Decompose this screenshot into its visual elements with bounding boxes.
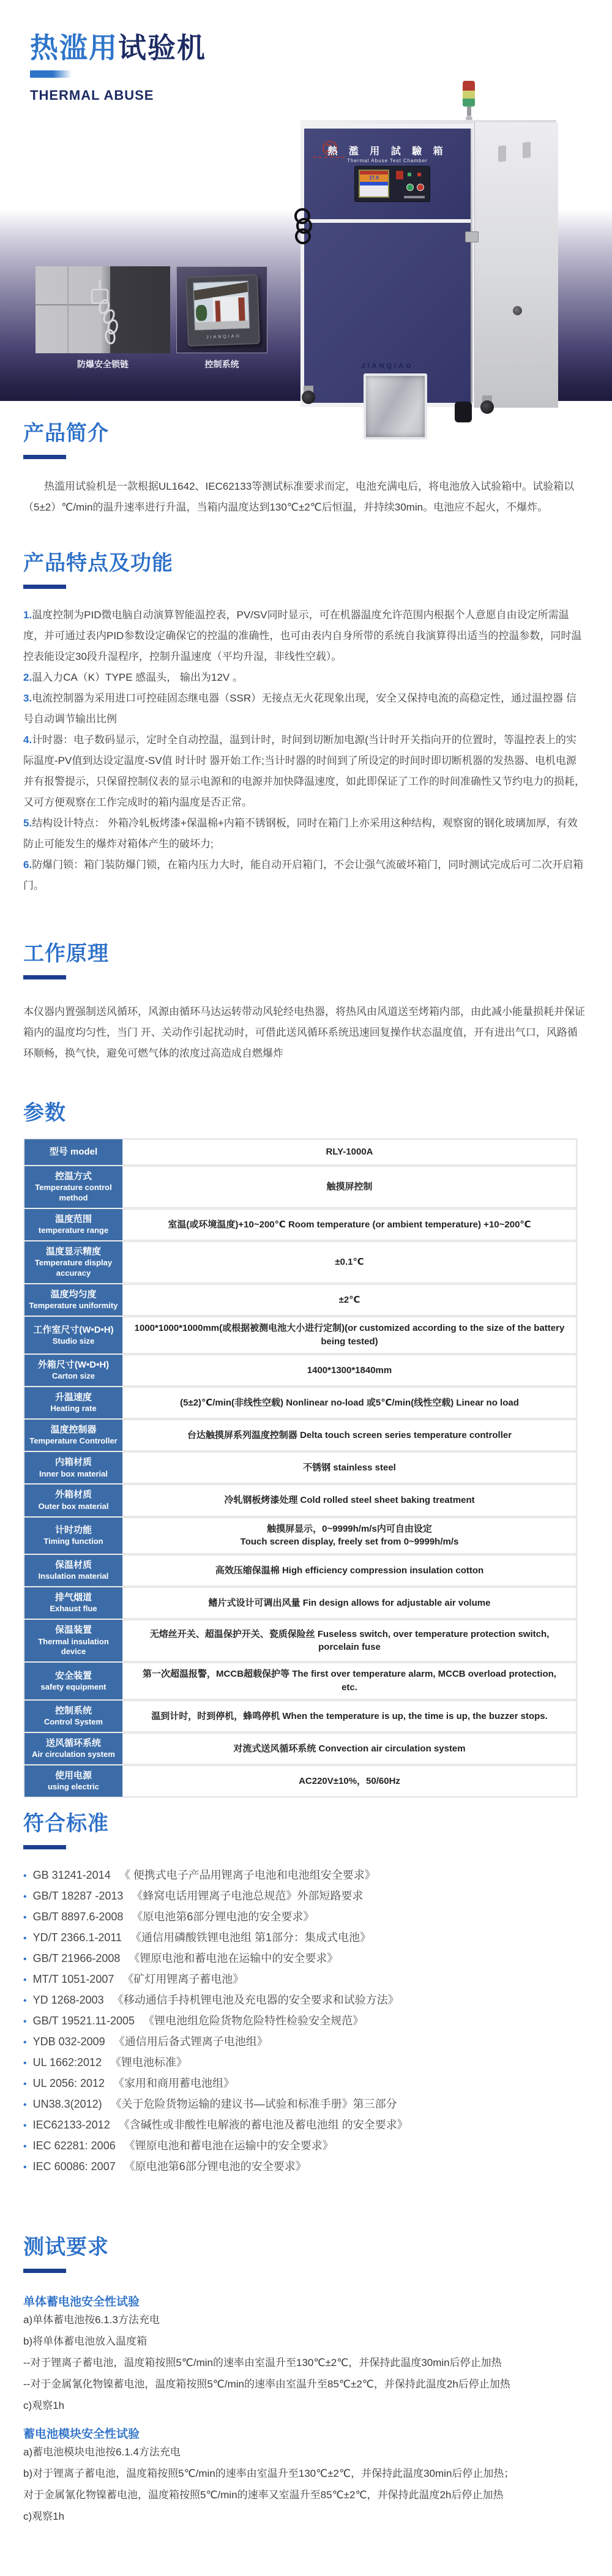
row-header-en: Timing function [43, 1536, 103, 1546]
bullet-icon: • [23, 2016, 27, 2027]
bullet-icon: • [23, 1912, 27, 1923]
standards-list [23, 1865, 586, 2177]
section-standards-title: 符合标准 [23, 1812, 109, 1836]
machine-side-panel [474, 122, 558, 408]
row-value: 高效压缩保温棉 High efficiency compression insulation cotton [215, 1565, 484, 1576]
row-header-zh: 温度控制器 [50, 1425, 97, 1436]
section-title-underline [23, 975, 66, 979]
tower-amber-light [463, 91, 475, 99]
row-header-zh: 升温速度 [54, 1391, 92, 1402]
row-value: ±0.1℃ [335, 1257, 364, 1268]
standard-title: 《家用和商用蓄电池组》 [113, 2077, 235, 2090]
standard-item [23, 1969, 586, 1990]
table-row-value [122, 1355, 577, 1386]
row-header-zh: 排气烟道 [54, 1592, 92, 1603]
table-row-header [24, 1765, 122, 1797]
machine-upper-door [304, 129, 471, 219]
table-row [24, 1587, 577, 1619]
bullet-icon: • [23, 2141, 27, 2152]
feature-number: 3. [23, 692, 32, 704]
table-row-value [122, 1241, 577, 1283]
row-header-en: Outer box material [38, 1501, 109, 1511]
standard-code: UN38.3(2012) [32, 2098, 102, 2111]
machine-label-en: Thermal Abuse Test Chamber [347, 158, 428, 163]
table-row-header [24, 1355, 122, 1386]
standard-item [23, 2136, 586, 2157]
hero-section [0, 0, 612, 404]
panel-nameplate [404, 196, 425, 198]
test-group2-heading: 蓄电池模块安全性试验 [23, 2428, 140, 2441]
section-title-underline [23, 455, 66, 459]
row-header-zh: 使用电源 [54, 1770, 92, 1781]
table-row-header [24, 1166, 122, 1208]
principle-paragraph: 本仪器内置强制送风循环，风源由循环马达运转带动风轮经电热器，将热风由风道送至烤箱内部，由此减小能量损耗并保证箱内的温度均匀性，当门 开、关动作引起扰动时，可借此送风循环系统迅速回复操作状态温度值，开有进出气口，风路循环顺畅，换气快，避免可燃气体的浓度过高造成自燃爆炸 [23, 1006, 585, 1059]
feature-item [23, 605, 586, 667]
standard-title: 《原电池第6部分锂电池的安全要求》 [124, 2160, 307, 2173]
bullet-icon: • [23, 2121, 27, 2132]
control-panel [354, 166, 430, 202]
bullet-icon: • [23, 2079, 27, 2090]
standard-item [23, 2011, 586, 2032]
table-row [24, 1317, 577, 1354]
standard-title: 《含碱性或非酸性电解液的蓄电池及蓄电池组 的安全要求》 [118, 2119, 408, 2132]
table-row-value [122, 1620, 577, 1661]
cable-coil [294, 208, 310, 242]
feature-list [23, 605, 586, 896]
test-line: --对于金属氰化物镍蓄电池，温度箱按照5℃/min的速率由室温升至85℃±2℃，并保持此温度2h后停止加热 [23, 2378, 510, 2391]
stop-button [417, 184, 424, 191]
machine-lower-door [304, 223, 471, 403]
row-value: 温到计时，时到停机，蜂鸣停机 When the temperature is up, the time is up, the buzzer stops. [151, 1710, 548, 1721]
row-value: 1000*1000*1000mm(或根据被测电池大小进行定制)(or customized according to the size of the battery being tested) [134, 1323, 565, 1347]
bullet-icon: • [23, 1892, 27, 1903]
title-accent-bar [30, 70, 72, 78]
table-row-value [122, 1209, 577, 1240]
observation-window [364, 373, 427, 440]
standard-item [23, 1928, 586, 1949]
feature-number: 1. [23, 609, 32, 621]
row-header-zh: 送风循环系统 [45, 1738, 101, 1748]
table-row-header [24, 1733, 122, 1764]
standard-item [23, 2053, 586, 2073]
machine-front-panel [300, 124, 474, 407]
door-handle [455, 402, 472, 422]
standard-code: IEC 60086: 2007 [32, 2160, 116, 2173]
test-line: --对于锂离子蓄电池，温度箱按照5℃/min的速率由室温升至130℃±2℃，并保持此温度30min后停止加热 [23, 2357, 502, 2369]
row-value: 鳍片式设计可调出风量 Fin design allows for adjustable air volume [208, 1597, 491, 1608]
side-port [513, 306, 522, 315]
table-row [24, 1733, 577, 1764]
table-row-header [24, 1209, 122, 1240]
door-lock [465, 231, 479, 242]
side-vent-mark [498, 145, 506, 162]
standard-code: GB/T 19521.11-2005 [32, 2015, 135, 2027]
table-row [24, 1485, 577, 1516]
row-header-zh: 计时功能 [54, 1524, 92, 1535]
emergency-stop-button [395, 170, 404, 180]
bullet-icon: • [23, 1975, 27, 1986]
row-header-en: temperature range [38, 1226, 109, 1235]
table-row-header [24, 1387, 122, 1418]
table-row-value [122, 1663, 577, 1699]
tower-green-light [463, 99, 475, 107]
brand-header [30, 32, 206, 103]
row-header-en: Insulation material [38, 1571, 109, 1581]
row-value: (5±2)℃/min(非线性空载) Nonlinear no-load 或5℃/min(线性空载) Linear no load [180, 1397, 519, 1408]
row-header-zh: 温度范围 [54, 1214, 92, 1225]
table-row-header [24, 1284, 122, 1316]
standard-code: MT/T 1051-2007 [32, 1973, 114, 1986]
standard-code: YDB 032-2009 [32, 2035, 105, 2048]
standard-code: GB/T 8897.6-2008 [32, 1911, 124, 1923]
table-row [24, 1452, 577, 1483]
section-test [23, 2230, 586, 2527]
standard-code: YD 1268-2003 [32, 1994, 104, 2007]
row-header-zh: 控制系统 [54, 1705, 92, 1716]
row-value: 触摸屏控制 [326, 1181, 373, 1193]
table-row-value [122, 1284, 577, 1316]
table-row [24, 1420, 577, 1451]
feature-item [23, 667, 586, 688]
caster-wheel [300, 386, 316, 404]
row-header-en: Temperature Controller [29, 1436, 118, 1446]
feature-text: 防爆门锁：箱门装防爆门锁，在箱内压力大时，能自动开启箱门，不会让强气流破坏箱门，同时测试完成后可二次开启箱门。 [23, 859, 584, 891]
table-row-value [122, 1139, 577, 1165]
standard-title: 《锂电池组危险货物危险特性检验安全规范》 [143, 2015, 364, 2027]
standard-title: 《通信用后备式锂离子电池组》 [113, 2035, 268, 2048]
section-test-title: 测试要求 [23, 2236, 109, 2260]
intro-paragraph: 热滥用试验机是一款根据UL1642、IEC62133等测试标准要求而定，电池充满电后，将电池放入试验箱中。试验箱以（5±2）℃/min的温升速率进行升温，当箱内温度达到130℃±2℃后恒温，并持续30min。电池应不起火，不爆炸。 [23, 481, 575, 513]
table-row [24, 1355, 577, 1386]
table-row-value [122, 1317, 577, 1354]
standard-item [23, 1907, 586, 1928]
feature-number: 2. [23, 672, 32, 683]
standard-item [23, 1949, 586, 1969]
row-header-zh: 控温方式 [54, 1171, 92, 1181]
standard-code: GB/T 18287 -2013 [32, 1890, 124, 1903]
standard-title: 《移动通信手持机锂电池及充电器的安全要求和试验方法》 [112, 1994, 399, 2007]
door-hinge-rod [471, 129, 472, 403]
row-value: 第一次超温报警，MCCB超载保护等 The first over temperature alarm, MCCB overload protection, etc. [143, 1669, 556, 1693]
standard-code: UL 1662:2012 [32, 2056, 102, 2069]
row-value: 无熔丝开关、超温保护开关、瓷质保险丝 Fuseless switch, over temperature protection switch, porcelain fuse [149, 1628, 550, 1653]
feature-text: 温入力CA（K）TYPE 感温头， 输出为12V 。 [32, 672, 243, 683]
test-line: a)蓄电池模块电池按6.1.4方法充电 [23, 2446, 181, 2458]
section-title-underline [23, 1845, 66, 1849]
standard-item [23, 2073, 586, 2094]
table-row-value [122, 1733, 577, 1764]
row-header-zh: 安全装置 [54, 1670, 92, 1681]
standard-item [23, 2157, 586, 2177]
touchscreen [359, 170, 389, 198]
feature-item [23, 813, 586, 855]
table-row-value [122, 1387, 577, 1418]
red-indicator [417, 173, 421, 176]
photo2-caption: 控制系统 [204, 359, 239, 369]
monitor-brand-text: JIANQIAO [206, 334, 241, 340]
section-principle-title: 工作原理 [23, 942, 109, 965]
standard-title: 《锂原电池和蓄电池在运输中的安全要求》 [129, 1952, 338, 1965]
feature-number: 4. [23, 734, 32, 746]
table-row-header [24, 1518, 122, 1554]
test-group2-lines [23, 2441, 586, 2527]
bullet-icon: • [23, 1996, 27, 2007]
standard-title: 《蜂窝电话用锂离子电池总规范》外部短路要求 [132, 1890, 364, 1903]
standard-code: GB 31241-2014 [32, 1869, 111, 1882]
standard-item [23, 2032, 586, 2053]
table-row-header [24, 1452, 122, 1483]
table-row-value [122, 1485, 577, 1516]
row-value: 不锈钢 stainless steel [303, 1462, 396, 1473]
table-row-header [24, 1139, 122, 1165]
test-group1-heading: 单体蓄电池安全性试验 [23, 2296, 140, 2309]
table-row-value [122, 1518, 577, 1554]
bullet-icon: • [23, 1871, 27, 1882]
table-row-header [24, 1663, 122, 1699]
monitor-screen [193, 281, 250, 331]
row-header-en: Air circulation system [32, 1750, 115, 1759]
row-header-en: Studio size [52, 1336, 95, 1346]
feature-item [23, 855, 586, 896]
section-title-underline [23, 2269, 66, 2273]
touchscreen-monitor [185, 274, 260, 346]
standard-title: 《通信用磷酸铁锂电池组 第1部分：集成式电池》 [130, 1931, 371, 1944]
section-params-title: 参数 [23, 1101, 66, 1125]
side-vent-mark [523, 141, 531, 158]
control-system-photo [176, 266, 267, 353]
row-header-zh: 保温材质 [54, 1560, 92, 1571]
table-row [24, 1555, 577, 1586]
table-row [24, 1663, 577, 1699]
table-row-header [24, 1485, 122, 1516]
row-header-zh: 温度均匀度 [50, 1289, 97, 1300]
bullet-icon: • [23, 2162, 27, 2173]
screen-temperature-readout: 27.0 [360, 174, 388, 182]
standard-title: 《锂电池标准》 [110, 2056, 188, 2069]
test-group1-lines [23, 2309, 586, 2416]
parameters-table [23, 1138, 578, 1798]
row-value-line2: Touch screen display, freely set from 0~9999h/m/s [240, 1537, 459, 1548]
table-row-value [122, 1765, 577, 1797]
test-line: b)将单体蓄电池放入温度箱 [23, 2335, 147, 2348]
section-principle [23, 937, 586, 1064]
table-row-header [24, 1241, 122, 1283]
machine-label-zh: 熱 濫 用 試 驗 箱 [327, 146, 447, 157]
standard-code: UL 2056: 2012 [32, 2077, 105, 2090]
standard-code: IEC62133-2012 [32, 2119, 110, 2132]
screen-body [360, 185, 388, 197]
standard-code: IEC 62281: 2006 [32, 2140, 116, 2152]
section-params [23, 1096, 586, 1798]
page-title-blue: 热滥用 [30, 32, 118, 64]
section-intro [23, 416, 586, 518]
table-row-value [122, 1555, 577, 1586]
bullet-icon: • [23, 1954, 27, 1965]
feature-text: 电流控制器为采用进口可控硅固态继电器（SSR）无接点无火花现象出现，安全又保持电流的高稳定性，通过温控器 信号自动调节输出比例 [23, 692, 577, 725]
test-line: c)观察1h [23, 2400, 65, 2412]
machine-photo [296, 80, 559, 413]
safety-chain-photo [35, 266, 170, 353]
row-header-en: Temperature control method [35, 1183, 112, 1203]
standard-title: 《锂原电池和蓄电池在运输中的安全要求》 [124, 2140, 334, 2152]
row-header-en: Control System [43, 1717, 103, 1727]
row-header-en: Heating rate [50, 1404, 97, 1413]
row-header-en: Inner box material [39, 1469, 108, 1478]
row-header-en: Temperature display accuracy [34, 1258, 113, 1278]
table-row-header [24, 1420, 122, 1451]
table-row-value [122, 1420, 577, 1451]
standard-title: 《原电池第6部分锂电池的安全要求》 [132, 1911, 315, 1923]
row-header-zh: 外箱材质 [54, 1489, 92, 1500]
green-indicator [408, 173, 411, 176]
test-line: a)单体蓄电池按6.1.3方法充电 [23, 2314, 160, 2326]
table-row [24, 1284, 577, 1316]
row-value: 对流式送风循环系统 Convection air circulation system [233, 1743, 466, 1754]
row-value: ±2℃ [338, 1294, 360, 1305]
signal-tower-light [462, 81, 476, 121]
standard-title: 《 便携式电子产品用锂离子电池和电池组安全要求》 [119, 1869, 376, 1882]
feature-text: 结构设计特点： 外箱冷轧板烤漆+保温棉+内箱不锈钢板，同时在箱门上亦采用这种结构，观察窗的钢化玻璃加厚，有效防止可能发生的爆炸对箱体产生的破坏力; [23, 817, 578, 850]
table-row-header [24, 1620, 122, 1661]
row-header-zh: 型号 model [49, 1146, 98, 1157]
table-row [24, 1620, 577, 1661]
table-row-value [122, 1166, 577, 1208]
table-row-header [24, 1701, 122, 1732]
test-line: c)观察1h [23, 2510, 65, 2523]
page-content [0, 416, 612, 2576]
table-row-header [24, 1317, 122, 1354]
row-value: 台达触摸屏系列温度控制器 Delta touch screen series temperature controller [187, 1429, 512, 1440]
standard-code: GB/T 21966-2008 [32, 1952, 121, 1965]
chain-lock-icon [35, 266, 170, 353]
standard-item [23, 2094, 586, 2115]
table-row-value [122, 1452, 577, 1483]
table-row [24, 1701, 577, 1732]
bullet-icon: • [23, 1933, 27, 1944]
table-row [24, 1387, 577, 1418]
table-row-header [24, 1587, 122, 1619]
table-row [24, 1765, 577, 1797]
row-header-zh: 外箱尺寸(W•D•H) [37, 1359, 110, 1370]
test-line: b)对于锂离子蓄电池，温度箱按照5℃/min的速率由室温升至130℃±2℃，并保持此温度30min后停止加热； [23, 2468, 515, 2480]
table-row-header [24, 1555, 122, 1586]
tower-pole [467, 107, 471, 116]
standard-item [23, 1990, 586, 2011]
bullet-icon: • [23, 2100, 27, 2111]
section-standards [23, 1807, 586, 2177]
table-row-value [122, 1587, 577, 1619]
table-row [24, 1518, 577, 1554]
feature-text: 温度控制为PID微电脑自动演算智能温控表，PV/SV同时显示，可在机器温度允许范围内根据个人意愿自由设定所需温度，并可通过表内PID参数设定确保它的控温的准确性，也可由表内自身所带的系统自我演算得出适当的控温参数，同时温控表能设定30段升湿程序，控制升温速度（平均升湿，非线性空载）。 [23, 609, 582, 662]
standard-title: 《关于危险货物运输的建议书—试验和标准手册》第三部分 [110, 2098, 397, 2111]
bullet-icon: • [23, 2058, 27, 2069]
bullet-icon: • [23, 2037, 27, 2048]
section-intro-title: 产品简介 [23, 422, 109, 445]
standard-title: 《矿灯用锂离子蓄电池》 [122, 1973, 244, 1986]
standard-item [23, 1886, 586, 1907]
feature-number: 5. [23, 817, 32, 829]
tower-red-light [463, 81, 475, 91]
feature-text: 计时器：电子数码显示，定时全自动控温，温到计时，时间到切断加电源(当计时开关指向开的位置时，等温控表上的实际温度-PV值到达设定温度-SV值 时计时 器开始工作;当计时器的时间到了所设定的时间时即切断机器的发热器、电机电源并有报警提示，只保留控制仪表的显示电源和的电源并加快降温速度，如此即保证了工作的时间准确性又节约电力的损耗，又可方便观察在工作完成时的箱内温度是否正常。 [23, 734, 585, 808]
row-value: 室温(或环境温度)+10~200℃ Room temperature (or ambient temperature) +10~200℃ [168, 1219, 531, 1230]
row-header-en: Thermal insulation device [38, 1636, 109, 1657]
row-header-zh: 保温装置 [54, 1625, 92, 1636]
row-header-zh: 温度显示精度 [45, 1246, 101, 1257]
table-row [24, 1166, 577, 1208]
machine-brand-text: JIANQIAO [361, 362, 414, 370]
caster-wheel [479, 395, 495, 414]
table-row [24, 1209, 577, 1240]
row-value: AC220V±10%，50/60Hz [299, 1775, 400, 1786]
row-header-en: using electric [48, 1782, 99, 1792]
standard-item [23, 2115, 586, 2136]
row-value: 触摸屏显示，0~9999h/m/s内可自由设定 [267, 1523, 432, 1534]
standard-code: YD/T 2366.1-2011 [32, 1931, 122, 1944]
page-title [30, 32, 206, 64]
table-row [24, 1241, 577, 1283]
feature-item [23, 688, 586, 730]
page-title-navy: 试验机 [118, 32, 206, 64]
feature-item [23, 730, 586, 813]
feature-number: 6. [23, 859, 32, 871]
row-value: 1400*1300*1840mm [307, 1365, 392, 1376]
page-subtitle: THERMAL ABUSE [30, 87, 154, 103]
row-header-en: safety equipment [40, 1682, 106, 1691]
row-header-zh: 内箱材质 [54, 1457, 92, 1468]
section-features [23, 546, 586, 896]
row-header-en: Temperature uniformity [29, 1301, 118, 1311]
test-line: 对于金属氰化物镍蓄电池，温度箱按照5℃/min的速率又室温升至85℃±2℃，并保持此温度2h后停止加热 [23, 2489, 504, 2501]
row-header-en: Carton size [51, 1371, 95, 1381]
row-value: RLY-1000A [326, 1147, 373, 1158]
standard-item [23, 1865, 586, 1886]
row-value: 冷轧钢板烤漆处理 Cold rolled steel sheet baking treatment [224, 1495, 475, 1506]
row-header-zh: 工作室尺寸(W•D•H) [33, 1324, 114, 1335]
section-features-title: 产品特点及功能 [23, 552, 173, 575]
table-row [24, 1139, 577, 1165]
start-button [406, 184, 414, 191]
row-header-en: Exhaust flue [50, 1604, 97, 1614]
photo1-caption: 防爆安全锁链 [77, 359, 129, 369]
section-title-underline [23, 585, 66, 589]
table-row-value [122, 1701, 577, 1732]
